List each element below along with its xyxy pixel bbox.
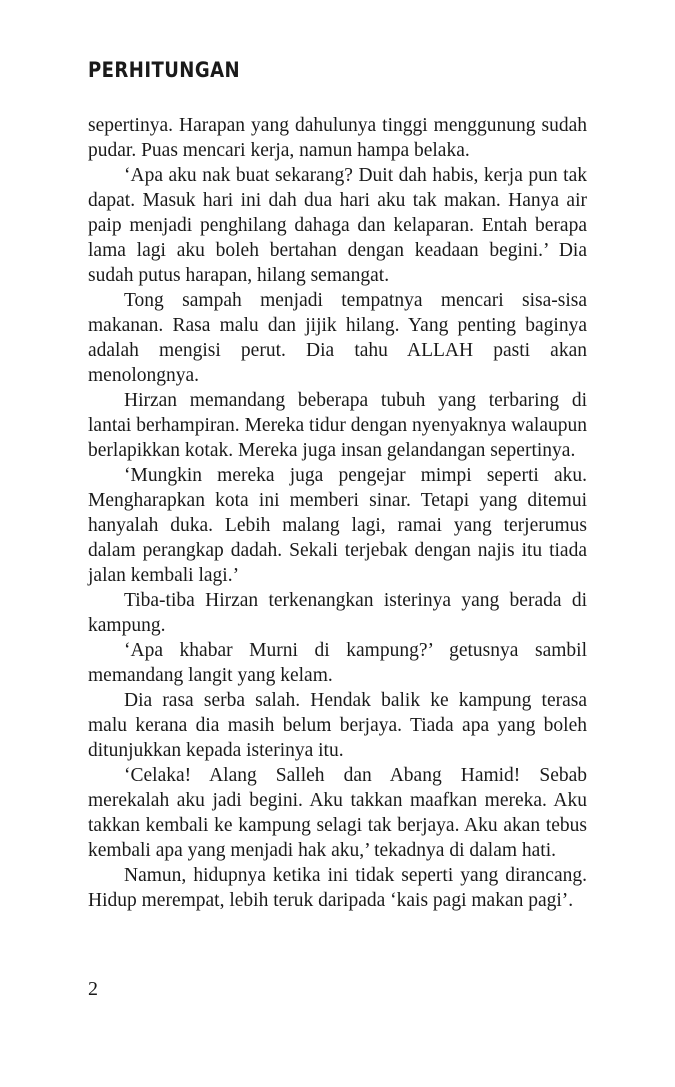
paragraph: ‘Apa khabar Murni di kampung?’ getusnya sambil memandang langit yang kelam. [88,640,587,686]
running-header: PERHITUNGAN [88,58,241,82]
paragraph: Tiba-tiba Hirzan terkenangkan isterinya yang berada di kampung. [88,590,587,636]
paragraph: ‘Mungkin mereka juga pengejar mimpi seperti aku. Mengharapkan kota ini memberi sinar. Tetapi yang ditemui hanyalah duka. Lebih malang lagi, ramai yang terjerumus dalam perangkap dadah. Sekali terjebak dengan najis itu tiada jalan kembali lagi.’ [88,465,587,586]
paragraph: ‘Celaka! Alang Salleh dan Abang Hamid! Sebab merekalah aku jadi begini. Aku takkan maafkan mereka. Aku takkan kembali ke kampung selagi tak berjaya. Aku akan tebus kembali apa yang menjadi hak aku,’ tekadnya di dalam hati. [88,765,587,861]
paragraph: Dia rasa serba salah. Hendak balik ke kampung terasa malu kerana dia masih belum berjaya. Tiada apa yang boleh ditunjukkan kepada isterinya itu. [88,690,587,761]
paragraph: Tong sampah menjadi tempatnya mencari sisa-sisa makanan. Rasa malu dan jijik hilang. Yang penting baginya adalah mengisi perut. Dia tahu ALLAH pasti akan menolongnya. [88,290,587,386]
paragraph: Hirzan memandang beberapa tubuh yang terbaring di lantai berhampiran. Mereka tidur dengan nyenyaknya walaupun berlapikkan kotak. Mereka juga insan gelandangan sepertinya. [88,390,587,461]
paragraph: sepertinya. Harapan yang dahulunya tinggi menggunung sudah pudar. Puas mencari kerja, namun hampa belaka. [88,115,587,161]
body-text [88,113,587,913]
page-number: 2 [88,978,98,1000]
paragraph: Namun, hidupnya ketika ini tidak seperti yang dirancang. Hidup merempat, lebih teruk daripada ‘kais pagi makan pagi’. [88,865,587,911]
paragraph: ‘Apa aku nak buat sekarang? Duit dah habis, kerja pun tak dapat. Masuk hari ini dah dua hari aku tak makan. Hanya air paip menjadi penghilang dahaga dan kelaparan. Entah berapa lama lagi aku boleh bertahan dengan keadaan begini.’ Dia sudah putus harapan, hilang semangat. [88,165,587,286]
